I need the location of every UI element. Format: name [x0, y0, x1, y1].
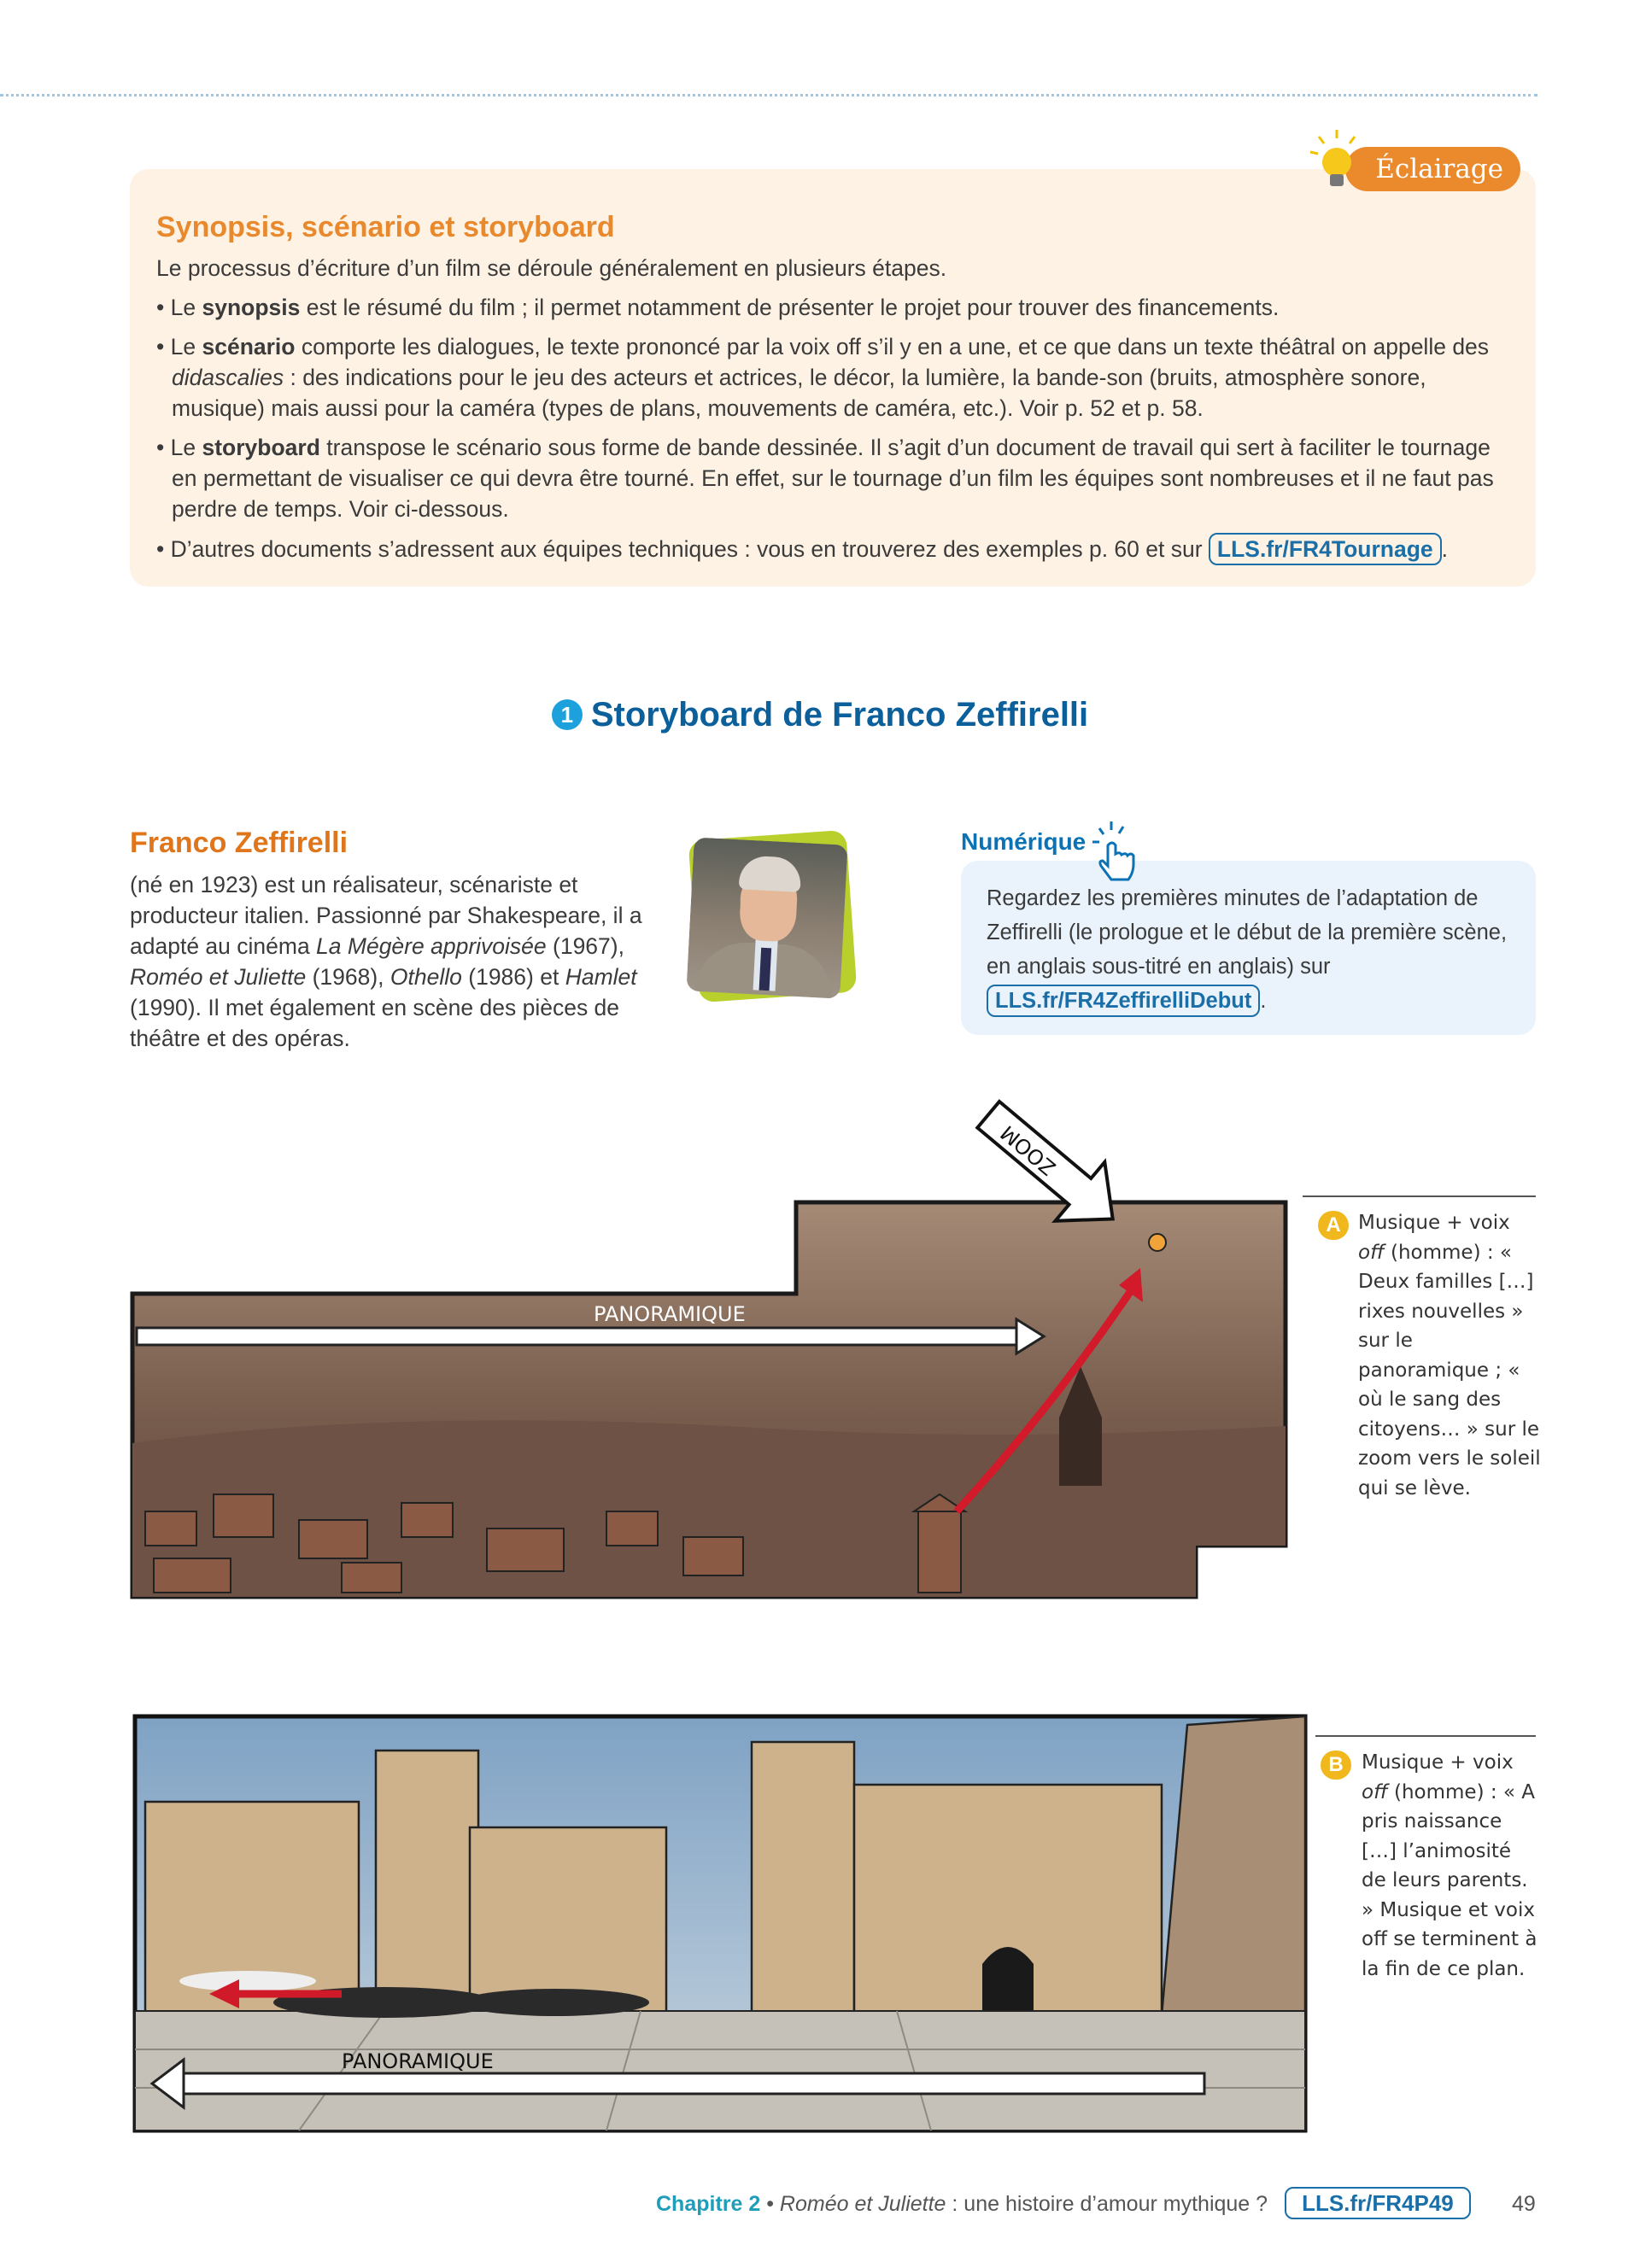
list-item: • D’autres documents s’adressent aux équipes techniques : vous en trouverez des exemples p. 60 et sur LLS.fr/FR4Tournage . — [156, 533, 1514, 565]
numerique-text: Regardez les premières minutes de l’adaptation de Zeffirelli (le prologue et le début de la première scène, en anglais sous-titré en anglais) sur LLS.fr/FR4ZeffirelliDebut . — [987, 881, 1516, 1018]
page-link[interactable]: LLS.fr/FR4P49 — [1285, 2187, 1471, 2219]
panel-letter-b: B — [1321, 1751, 1351, 1780]
storyboard-panel-b — [128, 1708, 1315, 2139]
panoramique-label-b: PANORAMIQUE — [342, 2049, 494, 2073]
lightbulb-icon — [1307, 128, 1367, 196]
bio-text: (né en 1923) est un réalisateur, scénariste et producteur italien. Passionné par Shakespeare, il a adapté au cinéma La Mégère apprivoisée (1967), Roméo et Juliette (1968), Othello (1986) et Hamlet (1990). Il met également en scène des pièces de théâtre et des opéras. — [130, 872, 642, 1051]
bio-name: Franco Zeffirelli — [130, 827, 348, 859]
caption-a: Musique + voix off (homme) : « Deux familles […] rixes nouvelles » sur le panoramique ; « où le sang des citoyens… » sur le zoom vers le soleil qui se lève. — [1358, 1212, 1541, 1499]
zeffirelli-link[interactable]: LLS.fr/FR4ZeffirelliDebut — [987, 985, 1260, 1017]
caption-divider — [1303, 1195, 1536, 1197]
pointer-hand-icon — [1089, 820, 1140, 881]
chapter-label: Chapitre 2 — [656, 2192, 761, 2216]
caption-divider — [1315, 1735, 1536, 1737]
top-divider — [0, 94, 1538, 96]
list-item: • Le scénario comporte les dialogues, le texte prononcé par la voix off s’il y en a une, et ce que dans un texte théâtral on appelle des didascalies : des indications pour le jeu des acteurs et actrices, le décor, la lumière, la bande-son (bruits, atmosphère sonore, musique) mais aussi pour la caméra (types de plans, mouvements de caméra, etc.). Voir p. 52 et p. 58. — [156, 334, 1490, 421]
list-item: • Le storyboard transpose le scénario sous forme de bande dessinée. Il s’agit d’un document de travail qui sert à faciliter le tournage en permettant de visualiser ce qui devra être tourné. En effet, sur le tournage d’un film les équipes sont nombreuses et il ne faut pas perdre de temps. Voir ci-dessous. — [156, 435, 1494, 522]
numerique-label: Numérique — [961, 828, 1086, 855]
portrait-photo — [686, 837, 847, 998]
footer: Chapitre 2 • Roméo et Juliette : une histoire d’amour mythique ? LLS.fr/FR4P49 — [656, 2187, 1471, 2221]
eclairage-title: Synopsis, scénario et storyboard — [156, 211, 615, 243]
panel-letter-a: A — [1318, 1211, 1349, 1240]
section-title: 1 Storyboard de Franco Zeffirelli — [0, 696, 1640, 734]
page-number: 49 — [1512, 2192, 1536, 2216]
eclairage-badge: Éclairage — [1345, 147, 1520, 191]
tournage-link[interactable]: LLS.fr/FR4Tournage — [1209, 533, 1442, 565]
list-item: • Le synopsis est le résumé du film ; il permet notamment de présenter le projet pour trouver des financements. — [156, 295, 1280, 320]
storyboard-panel-a — [128, 1084, 1307, 1605]
section-number: 1 — [552, 699, 583, 730]
caption-b: Musique + voix off (homme) : « A pris naissance […] l’animosité de leurs parents. » Musique et voix off se terminent à la fin de ce plan. — [1362, 1751, 1538, 1980]
panoramique-label-a: PANORAMIQUE — [594, 1302, 746, 1326]
eclairage-intro: Le processus d’écriture d’un film se déroule généralement en plusieurs étapes. — [156, 255, 947, 281]
zoom-label: ZOOM — [996, 1120, 1061, 1180]
eclairage-body — [156, 253, 1514, 574]
